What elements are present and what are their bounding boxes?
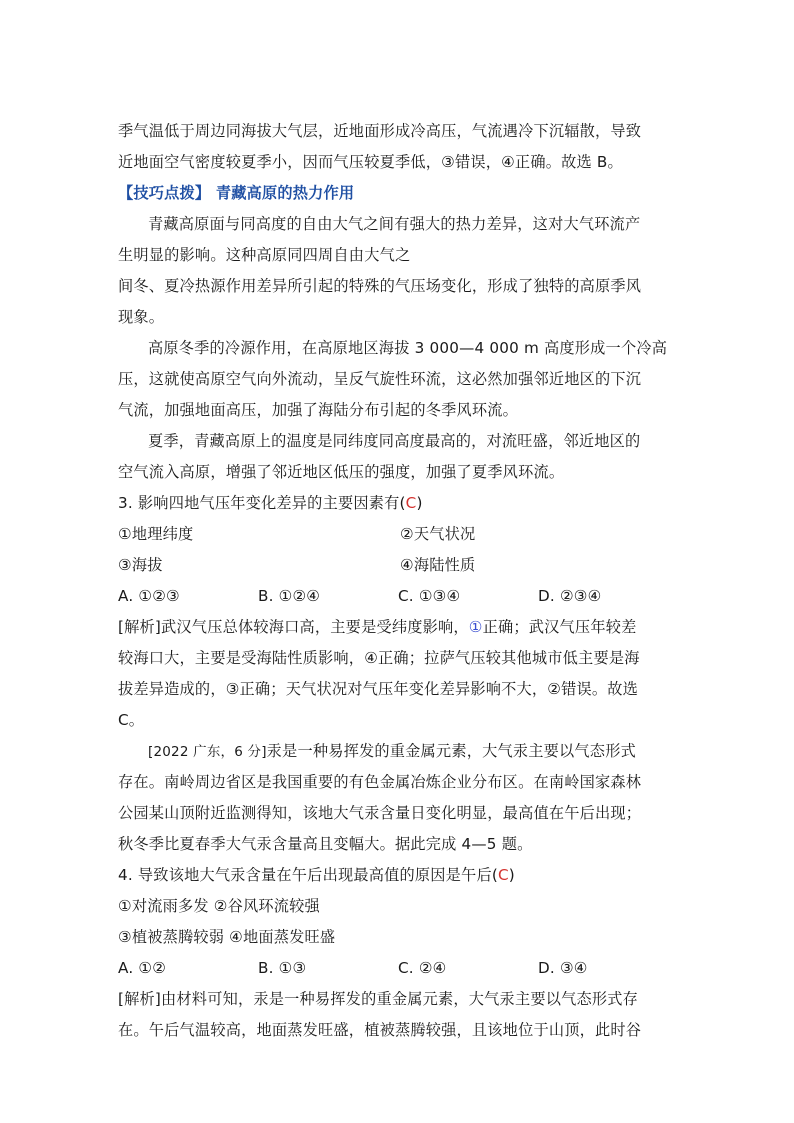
material-text-1: 汞是一种易挥发的重金属元素，大气汞主要以气态形式 xyxy=(266,742,636,760)
q4-option-d: D. ③④ xyxy=(538,959,588,977)
tip-label: 【技巧点拨】 xyxy=(118,184,211,202)
q3-items-row-2 xyxy=(118,550,666,581)
q4-answer: C xyxy=(497,866,509,884)
document-content xyxy=(118,116,666,1046)
q3-analysis-1b: ① xyxy=(468,618,483,636)
q3-options xyxy=(118,581,666,612)
tip-p2-line-3: 气流，加强地面高压，加强了海陆分布引起的冬季风环流。 xyxy=(118,401,519,419)
q3-analysis-line-1 xyxy=(118,612,666,643)
q3-items-row-1 xyxy=(118,519,666,550)
q4-option-c: C. ②④ xyxy=(398,959,447,977)
material-line-3: 公园某山顶附近监测得知，该地大气汞含量日变化明显，最高值在午后出现； xyxy=(118,804,642,822)
tip-p1-line-3: 间冬、夏冷热源作用差异所引起的特殊的气压场变化，形成了独特的高原季风 xyxy=(118,277,642,295)
q3-item-1: ①地理纬度 xyxy=(118,525,194,543)
prev-analysis-line-1: 季气温低于周边同海拔大气层，近地面形成冷高压，气流遇冷下沉辐散，导致 xyxy=(118,122,642,140)
tip-p1-line-4: 现象。 xyxy=(118,308,165,326)
q3-stem xyxy=(118,488,666,519)
q4-stem xyxy=(118,860,666,891)
tip-title: 青藏高原的热力作用 xyxy=(210,184,355,202)
q4-option-b: B. ①③ xyxy=(258,959,307,977)
q3-option-a: A. ①②③ xyxy=(118,587,180,605)
q4-items-row-1: ①对流雨多发 ②谷风环流较强 xyxy=(118,897,320,915)
q4-analysis-line-1: [解析]由材料可知，汞是一种易挥发的重金属元素，大气汞主要以气态形式存 xyxy=(118,990,639,1008)
q4-options xyxy=(118,953,666,984)
q3-option-c: C. ①③④ xyxy=(398,587,461,605)
q3-option-d: D. ②③④ xyxy=(538,587,602,605)
q3-analysis-line-2: 较海口大，主要是受海陆性质影响，④正确；拉萨气压较其他城市低主要是海 xyxy=(118,649,640,667)
q3-analysis-line-3: 拔差异造成的，③正确；天气状况对气压年变化差异影响不大，②错误。故选 xyxy=(118,680,639,698)
q4-items-row-2: ③植被蒸腾较弱 ④地面蒸发旺盛 xyxy=(118,928,336,946)
tip-p3-line-2: 空气流入高原，增强了邻近地区低压的强度，加强了夏季风环流。 xyxy=(118,463,565,481)
q4-stem-close: ) xyxy=(508,866,515,884)
q3-stem-text: 3. 影响四地气压年变化差异的主要因素有( xyxy=(118,494,406,512)
tip-p2-line-2: 压，这就使高原空气向外流动，呈反气旋性环流，这必然加强邻近地区的下沉 xyxy=(118,370,642,388)
prev-analysis-line-2: 近地面空气密度较夏季小，因而气压较夏季低，③错误，④正确。故选 B。 xyxy=(118,153,623,171)
tip-p1-line-1: 青藏高原面与同高度的自由大气之间有强大的热力差异，这对大气环流产 xyxy=(148,215,641,233)
material-source: [2022 广东，6 分] xyxy=(148,744,267,760)
material-line-4: 秋冬季比夏春季大气汞含量高且变幅大。据此完成 4—5 题。 xyxy=(118,835,533,853)
q4-analysis-line-2: 在。午后气温较高，地面蒸发旺盛，植被蒸腾较强，且该地位于山顶，此时谷 xyxy=(118,1021,642,1039)
tip-p3-line-1: 夏季，青藏高原上的温度是同纬度同高度最高的，对流旺盛，邻近地区的 xyxy=(148,432,641,450)
tip-p2-line-1: 高原冬季的冷源作用，在高原地区海拔 3 000—4 000 m 高度形成一个冷高 xyxy=(148,339,668,357)
q3-item-2: ②天气状况 xyxy=(400,525,476,543)
q3-answer: C xyxy=(405,494,417,512)
q3-analysis-line-4: C。 xyxy=(118,711,145,729)
tip-heading xyxy=(118,178,666,209)
q3-analysis-1a: [解析]武汉气压总体较海口高，主要是受纬度影响， xyxy=(118,618,469,636)
q3-option-b: B. ①②④ xyxy=(258,587,321,605)
q4-option-a: A. ①② xyxy=(118,959,167,977)
q3-analysis-1c: 正确；武汉气压年较差 xyxy=(482,618,637,636)
q3-item-4: ④海陆性质 xyxy=(400,556,476,574)
q3-item-3: ③海拔 xyxy=(118,556,163,574)
q4-stem-text: 4. 导致该地大气汞含量在午后出现最高值的原因是午后( xyxy=(118,866,498,884)
material-line-1 xyxy=(118,736,666,767)
tip-p1-line-2: 生明显的影响。这种高原同四周自由大气之 xyxy=(118,246,411,264)
q3-stem-close: ) xyxy=(416,494,423,512)
material-line-2: 存在。南岭周边省区是我国重要的有色金属冶炼企业分布区。在南岭国家森林 xyxy=(118,773,642,791)
